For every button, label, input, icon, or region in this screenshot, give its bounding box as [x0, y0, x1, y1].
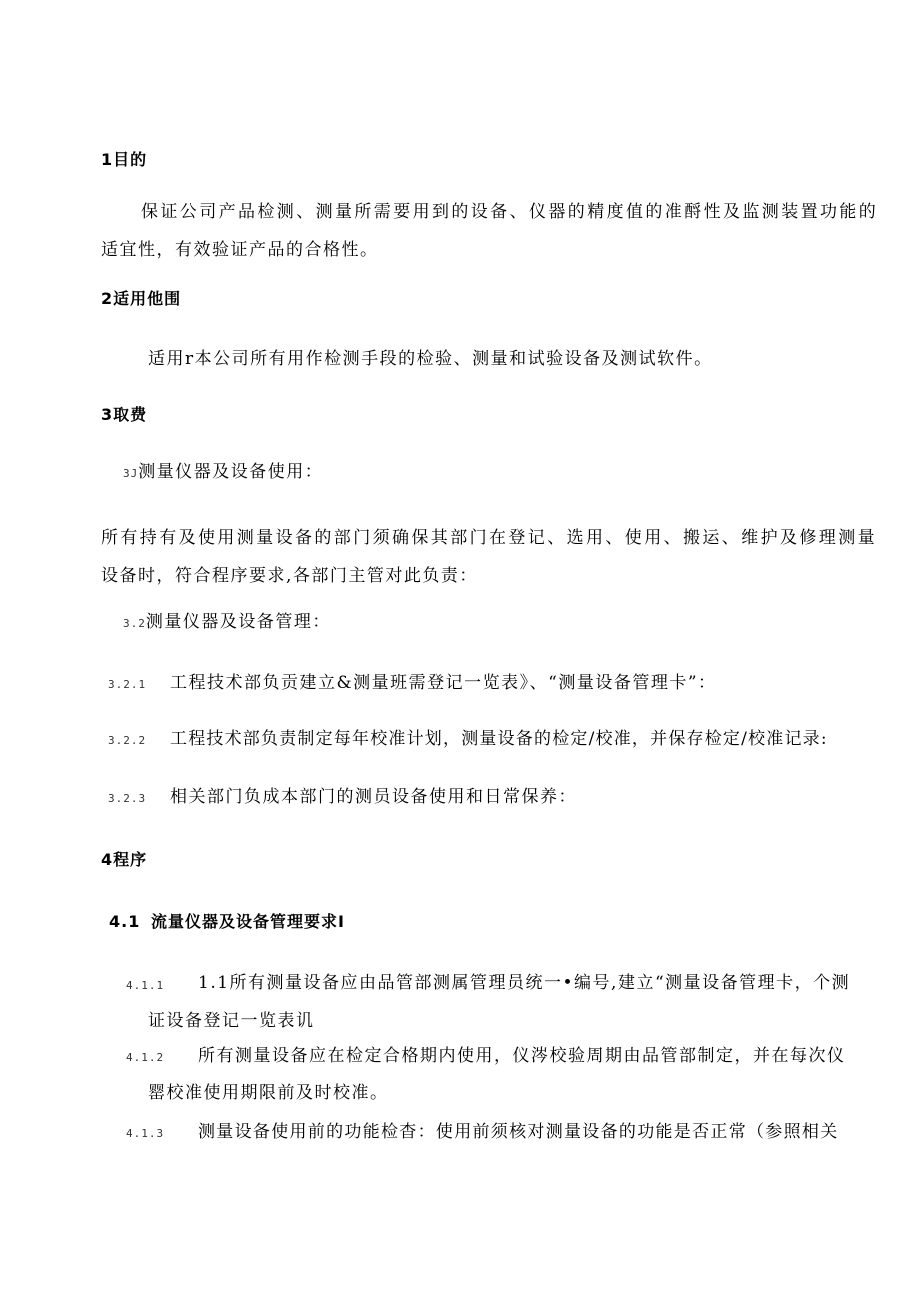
clause-4-1-2-number: 4.1.2 [126, 1051, 165, 1064]
clause-title: 测量仪器及设备使用： [138, 462, 324, 482]
responsibility-text-line-1: 所有持有及使用测量设备的部门须确保其部门在登记、选用、使用、搬运、维护及修理测量 [101, 528, 877, 548]
clause-4-1-2-line-2: 罂校准使用期限前及时校准。 [148, 1083, 389, 1103]
clause-number: 3J [123, 467, 139, 480]
clause-title: 测量仪器及设备管理： [145, 612, 331, 632]
clause-3-2-3-number: 3.2.3 [108, 792, 147, 805]
clause-4-1-3-line-1: 测量设备使用前的功能检杳：使用前须核对测量设备的功能是否正常（参照相关 [198, 1122, 839, 1142]
clause-3-2-3-text: 相关部门负成本部门的测员设备使用和日常保养： [170, 787, 577, 807]
responsibility-text-line-2: 设备时，符合程序要求,各部门主管对此负责： [101, 566, 478, 586]
section-heading-scope: 2适用他围 [101, 289, 182, 308]
clause-4-1-1-line-2: 证设备登记一览表讥 [148, 1011, 315, 1031]
clause-3-2-1-number: 3.2.1 [108, 678, 147, 691]
clause-4-1-title: 流量仪器及设备管理要求I [151, 912, 345, 931]
section-heading-procedure: 4程序 [101, 850, 148, 869]
clause-4-1-3-number: 4.1.3 [126, 1127, 165, 1140]
purpose-text-line-1: 保证公司产品检测、测量所需要用到的设备、仪器的精度值的准酹性及监测装置功能的 [141, 202, 879, 222]
clause-3-2 [123, 612, 331, 634]
purpose-text-line-2: 适宜性，有效验证产品的合格性。 [101, 240, 379, 260]
clause-4-1-number: 4.1 [109, 912, 141, 931]
clause-3-2-2-text: 工程技术部负责制定每年校准计划，测量设备的检定/校准，并保存检定/校准记录: [170, 729, 828, 749]
scope-text: 适用r本公司所有用作检测手段的检验、测量和试验设备及测试软件。 [148, 349, 713, 369]
clause-3-1 [123, 462, 323, 484]
clause-4-1-2-line-1: 所有测量设备应在检定合格期内使用，仪涔校验周期由品管部制定，并在每次仪 [198, 1046, 846, 1066]
clause-4-1-1-line-1: 1.1所有测量设备应由品管部测属管理员统一•编号,建立“测量设备管理卡，个测 [198, 973, 851, 993]
clause-4-1-1-number: 4.1.1 [126, 979, 165, 992]
clause-3-2-1-text: 工程技术部负贡建立&测量班需登记一览表》、“测量设备管理卡”： [170, 673, 717, 693]
clause-number: 3.2 [123, 617, 146, 630]
section-heading-responsibility: 3取费 [101, 405, 148, 424]
section-heading-purpose: 1目的 [101, 150, 148, 169]
clause-3-2-2-number: 3.2.2 [108, 734, 147, 747]
